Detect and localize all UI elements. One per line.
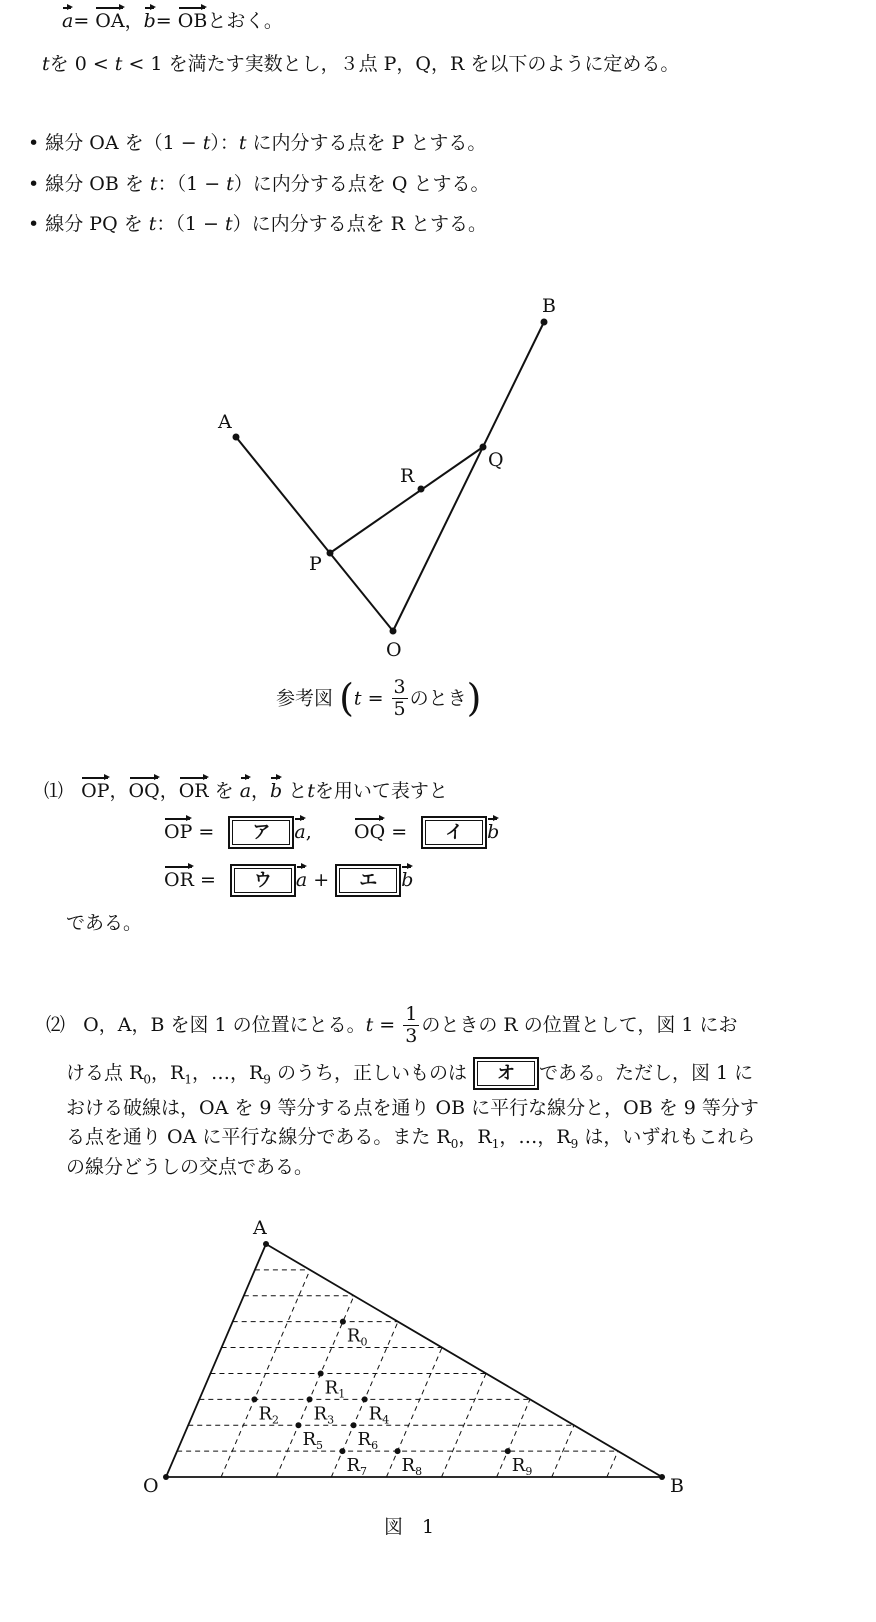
fraction-1-3: $\frac{1}{3}$ bbox=[405, 1003, 418, 1047]
point-O bbox=[163, 1474, 169, 1480]
bullet-item: • 線分 OB を t：（1 − t）に内分する点を Q とする。 bbox=[28, 173, 490, 195]
figure-1 bbox=[0, 1200, 876, 1520]
vec-b: b bbox=[143, 10, 156, 32]
label-A: A bbox=[218, 411, 232, 433]
label-R9: $R_9$ bbox=[511, 1455, 533, 1479]
point-R8 bbox=[395, 1448, 401, 1454]
point-R6 bbox=[351, 1422, 357, 1428]
point-R7 bbox=[339, 1448, 345, 1454]
fraction-3-5: $\frac{3}{5}$ bbox=[393, 676, 406, 721]
reference-caption: 参考図 (t = $\frac{3}{5}$ のとき) bbox=[276, 676, 482, 721]
triangle-OAB bbox=[166, 1244, 662, 1477]
t-symbol: t bbox=[42, 53, 50, 75]
dashed-grid bbox=[177, 1270, 618, 1477]
q2-line3: おける破線は，OA を 9 等分する点を通り OB に平行な線分と，OB を 9 等分す bbox=[66, 1097, 759, 1119]
segment-OB bbox=[393, 322, 544, 631]
eq1-tail: とおく。 bbox=[207, 10, 283, 32]
label-R: R bbox=[400, 465, 415, 487]
point-Q bbox=[480, 444, 487, 451]
answer-box-u[interactable]: ウ bbox=[230, 864, 296, 897]
q1-eq-OP: OP = ア a, bbox=[164, 816, 312, 849]
point-R5 bbox=[295, 1422, 301, 1428]
q1-intro: ⑴ OP，OQ，OR を a，b とtを用いて表すと bbox=[44, 780, 448, 802]
point-R bbox=[418, 486, 425, 493]
label-Q: Q bbox=[488, 449, 504, 471]
point-R2 bbox=[251, 1396, 257, 1402]
q2-line4: る点を通り OA に平行な線分である。また $R_0$，$R_1$，…，$R_9$ は，いずれもこれら bbox=[66, 1126, 756, 1151]
label-R4: $R_4$ bbox=[368, 1403, 390, 1427]
label-R7: $R_7$ bbox=[346, 1455, 368, 1479]
label-P: P bbox=[309, 553, 322, 575]
point-A bbox=[263, 1241, 269, 1247]
label-B: B bbox=[542, 295, 556, 317]
vec-OB: OB bbox=[177, 10, 208, 32]
answer-box-o[interactable]: オ bbox=[473, 1057, 539, 1090]
point-R3 bbox=[307, 1396, 313, 1402]
q1-eq-OR: OR = ウ a + エ b bbox=[164, 864, 413, 897]
vec-a: a bbox=[62, 10, 74, 32]
label-R8: $R_8$ bbox=[401, 1455, 423, 1479]
bullet-item: • 線分 PQ を t：（1 − t）に内分する点を R とする。 bbox=[28, 213, 487, 235]
point-R4 bbox=[362, 1396, 368, 1402]
label-O: O bbox=[386, 639, 402, 661]
answer-box-a[interactable]: ア bbox=[228, 816, 294, 849]
t-definition: tを 0 < t < 1 を満たす実数とし，３点 P，Q，R を以下のように定める。 bbox=[42, 53, 680, 75]
q1-number: ⑴ bbox=[44, 780, 64, 802]
answer-box-e[interactable]: エ bbox=[335, 864, 401, 897]
label-R5: $R_5$ bbox=[302, 1429, 324, 1453]
point-B bbox=[541, 319, 548, 326]
q2-line2: ける点 $R_0$，$R_1$，…，$R_9$ のうち，正しいものは オ である。ただし，図 1 に bbox=[66, 1057, 753, 1090]
point-R9 bbox=[505, 1448, 511, 1454]
label-R1: $R_1$ bbox=[324, 1377, 346, 1401]
point-A bbox=[233, 434, 240, 441]
reference-figure bbox=[0, 0, 876, 740]
segment-OA bbox=[236, 437, 393, 631]
q2-number: ⑵ bbox=[46, 1013, 66, 1036]
label-A: A bbox=[253, 1217, 267, 1239]
point-R1 bbox=[318, 1370, 324, 1376]
q1-eq-OQ: OQ = イ b bbox=[354, 816, 499, 849]
label-R6: $R_6$ bbox=[357, 1429, 379, 1453]
q2-line1: ⑵ O，A，B を図 1 の位置にとる。t = $\frac{1}{3}$ のときの R の位置として，図 1 にお bbox=[46, 1003, 738, 1047]
point-B bbox=[659, 1474, 665, 1480]
label-O: O bbox=[143, 1475, 159, 1497]
q2-line5: の線分どうしの交点である。 bbox=[66, 1156, 314, 1178]
bullet-item: • 線分 OA を（1 − t）：t に内分する点を P とする。 bbox=[28, 132, 487, 154]
dashed-line-parallel-OA bbox=[607, 1451, 618, 1477]
point-P bbox=[327, 550, 334, 557]
vector-definition: a= OA，b= OBとおく。 bbox=[62, 10, 283, 32]
r-points bbox=[251, 1319, 532, 1478]
q1-closing: である。 bbox=[66, 912, 143, 934]
label-R2: $R_2$ bbox=[258, 1403, 280, 1427]
label-B: B bbox=[670, 1475, 684, 1497]
segment-PQ bbox=[330, 447, 483, 553]
point-O bbox=[390, 628, 397, 635]
answer-box-i[interactable]: イ bbox=[421, 816, 487, 849]
point-R0 bbox=[340, 1319, 346, 1325]
vec-OA: OA bbox=[95, 10, 125, 32]
label-R0: $R_0$ bbox=[346, 1325, 368, 1349]
label-R3: $R_3$ bbox=[313, 1403, 335, 1427]
figure-1-caption: 図 1 bbox=[384, 1516, 435, 1538]
